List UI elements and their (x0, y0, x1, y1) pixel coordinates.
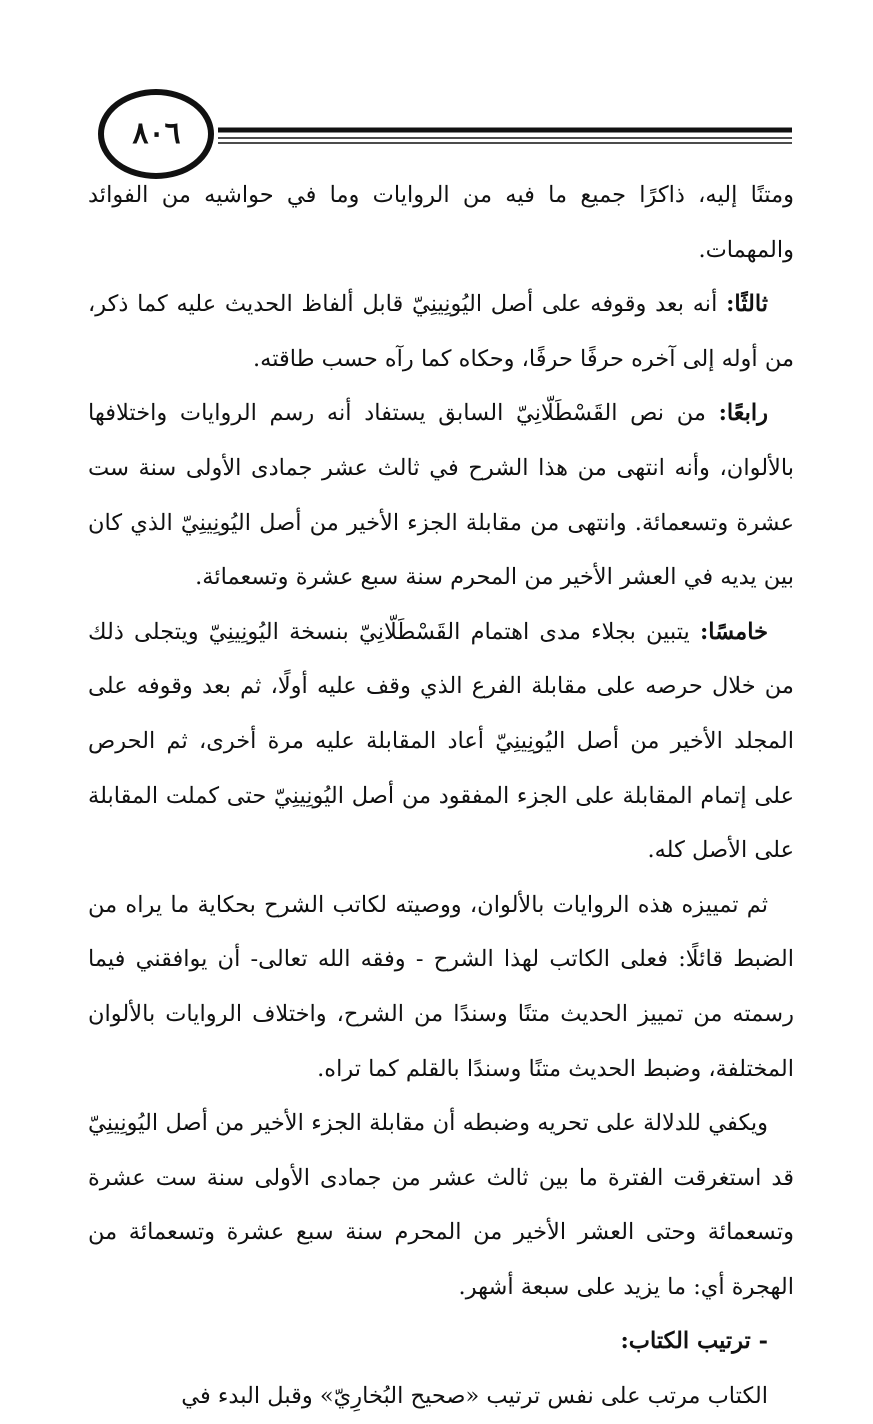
paragraph-2 (88, 277, 794, 386)
paragraph-3-text: من نص القَسْطَلّانِيّ السابق يستفاد أنه رسم الروايات واختلافها بالألوان، وأنه انتهى من هذا الشرح في ثالث عشر جمادى الأولى سنة ست عشرة وتسعمائة. وانتهى من مقابلة الجزء الأخير من أصل اليُونِينِيّ الذي كان بين يديه في العشر الأخير من المحرم سنة سبع عشرة وتسعمائة. (88, 400, 794, 591)
section-heading: - ترتيب الكتاب: (620, 1328, 768, 1355)
paragraph-1 (88, 168, 794, 277)
paragraph-3-lead: رابعًا: (718, 400, 768, 427)
paragraph-3 (88, 386, 794, 604)
paragraph-5-text: ثم تمييزه هذه الروايات بالألوان، ووصيته لكاتب الشرح بحكاية ما يراه من الضبط قائلًا: فعلى الكاتب لهذا الشرح - وفقه الله تعالى- أن يوافقني فيما رسمته من تمييز الحديث متنًا وسندًا من الشرح، واختلاف الروايات بالألوان المختلفة، وضبط الحديث متنًا وسندًا بالقلم كما تراه. (88, 891, 794, 1082)
paragraph-5 (88, 878, 794, 1096)
paragraph-2-lead: ثالثًا: (726, 291, 768, 318)
paragraph-4 (88, 605, 794, 878)
page-number: ٨٠٦ (132, 116, 181, 151)
paragraph-2-text: أنه بعد وقوفه على أصل اليُونِينِيّ قابل ألفاظ الحديث عليه كما ذكر، من أوله إلى آخره حرفًا حرفًا، وحكاه كما رآه حسب طاقته. (88, 291, 794, 372)
page-body (88, 168, 794, 1424)
paragraph-4-lead: خامسًا: (699, 618, 768, 645)
paragraph-6 (88, 1096, 794, 1314)
paragraph-last-text: الكتاب مرتب على نفس ترتيب «صحيح البُخارِيّ» وقبل البدء في (181, 1383, 768, 1410)
paragraph-1-text: ومتنًا إليه، ذاكرًا جميع ما فيه من الروايات وما في حواشيه من الفوائد والمهمات. (88, 182, 794, 263)
paragraph-last (88, 1369, 794, 1424)
paragraph-4-text: يتبين بجلاء مدى اهتمام القَسْطَلّانِيّ بنسخة اليُونِينِيّ ويتجلى ذلك من خلال حرصه على مقابلة الفرع الذي وقف عليه أولًا، ثم بعد وقوفه على المجلد الأخير من أصل اليُونِينِيّ أعاد المقابلة عليه مرة أخرى، ثم الحرص على إتمام المقابلة على الجزء المفقود من أصل اليُونِينِيّ حتى كملت المقابلة على الأصل كله. (88, 618, 794, 864)
paragraph-6-text: ويكفي للدلالة على تحريه وضبطه أن مقابلة الجزء الأخير من أصل اليُونِينِيّ قد استغرقت الفترة ما بين ثالث عشر من جمادى الأولى سنة ست عشرة وتسعمائة وحتى العشر الأخير من المحرم سنة سبع عشرة وتسعمائة من الهجرة أي: ما يزيد على سبعة أشهر. (88, 1110, 794, 1300)
